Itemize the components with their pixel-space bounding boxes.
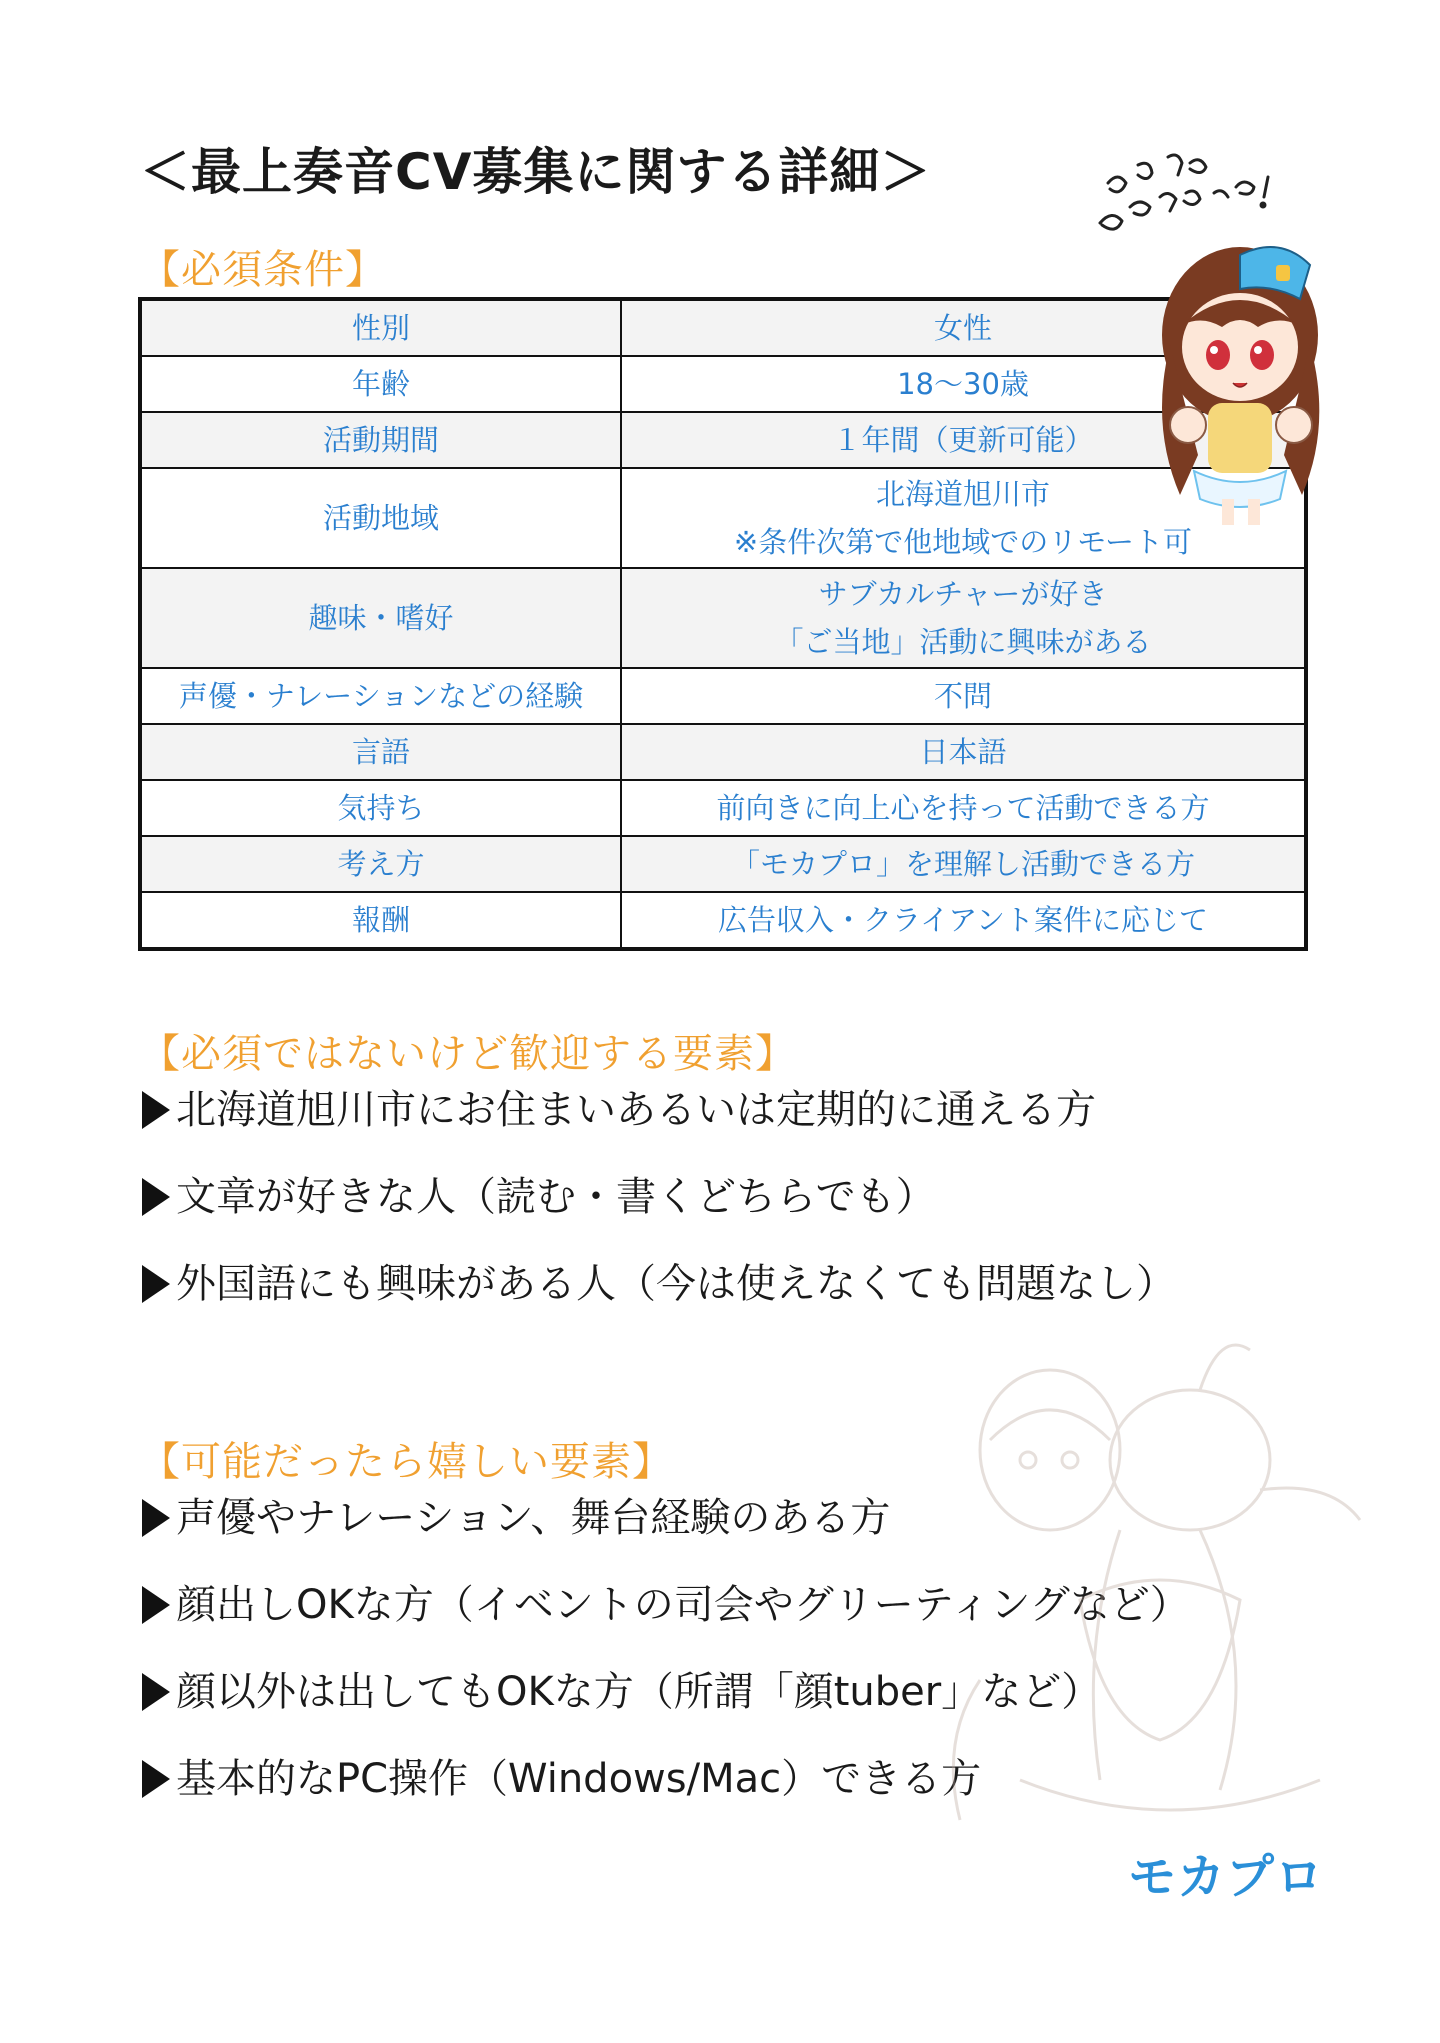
row-value <box>621 568 1306 668</box>
list-item-text: 声優やナレーション、舞台経験のある方 <box>176 1495 891 1541</box>
bonus-elements-heading: 【可能だったら嬉しい要素】 <box>140 1439 673 1485</box>
list-item-text: 基本的なPC操作（Windows/Mac）できる方 <box>176 1756 982 1802</box>
row-value: 日本語 <box>621 724 1306 780</box>
list-item <box>140 1082 1176 1169</box>
list-item-text: 顔以外は出してもOKな方（所謂「顔tuber」など） <box>176 1669 1102 1715</box>
bullet-triangle-icon <box>142 1673 170 1711</box>
page-title: ＜最上奏音CV募集に関する詳細＞ <box>140 143 932 201</box>
row-value-line: 「ご当地」活動に興味がある <box>774 625 1152 659</box>
mascot-speech-handwriting <box>1100 155 1268 229</box>
row-key: 言語 <box>140 724 621 780</box>
row-key: 考え方 <box>140 836 621 892</box>
row-key: 趣味・嗜好 <box>140 568 621 668</box>
required-conditions-heading: 【必須条件】 <box>140 247 386 293</box>
list-item-text: 顔出しOKな方（イベントの司会やグリーティングなど） <box>176 1582 1190 1628</box>
row-key: 報酬 <box>140 892 621 949</box>
welcome-elements-heading: 【必須ではないけど歓迎する要素】 <box>140 1031 796 1077</box>
row-key: 活動地域 <box>140 468 621 568</box>
table-row <box>140 568 1306 668</box>
table-row <box>140 780 1306 836</box>
bullet-triangle-icon <box>142 1265 170 1303</box>
watermark-illustration <box>900 1300 1370 1920</box>
row-value: １年間（更新可能） <box>621 412 1306 468</box>
row-value: 広告収入・クライアント案件に応じて <box>621 892 1306 949</box>
row-key: 年齢 <box>140 356 621 412</box>
list-item-text: 文章が好きな人（読む・書くどちらでも） <box>176 1174 936 1220</box>
row-key: 性別 <box>140 299 621 356</box>
mascot-illustration <box>1090 135 1340 530</box>
row-key: 声優・ナレーションなどの経験 <box>140 668 621 724</box>
bullet-triangle-icon <box>142 1178 170 1216</box>
mokapro-logo: モカプロ <box>1128 1849 1325 1905</box>
row-value: 18〜30歳 <box>621 356 1306 412</box>
table-row <box>140 668 1306 724</box>
list-item <box>140 1169 1176 1256</box>
row-value: 「モカプロ」を理解し活動できる方 <box>621 836 1306 892</box>
bullet-triangle-icon <box>142 1760 170 1798</box>
row-key: 活動期間 <box>140 412 621 468</box>
row-value: 不問 <box>621 668 1306 724</box>
bullet-triangle-icon <box>142 1499 170 1537</box>
row-value-note: ※条件次第で他地域でのリモート可 <box>733 525 1193 559</box>
bullet-triangle-icon <box>142 1586 170 1624</box>
row-value: 前向きに向上心を持って活動できる方 <box>621 780 1306 836</box>
table-row <box>140 892 1306 949</box>
list-item-text: 外国語にも興味がある人（今は使えなくても問題なし） <box>176 1261 1176 1307</box>
table-row <box>140 836 1306 892</box>
row-value-line: サブカルチャーが好き <box>818 577 1108 611</box>
table-row <box>140 724 1306 780</box>
row-key: 気持ち <box>140 780 621 836</box>
bullet-triangle-icon <box>142 1091 170 1129</box>
list-item-text: 北海道旭川市にお住まいあるいは定期的に通える方 <box>176 1087 1096 1133</box>
row-value: 女性 <box>621 299 1306 356</box>
row-value-line: 北海道旭川市 <box>875 477 1050 511</box>
